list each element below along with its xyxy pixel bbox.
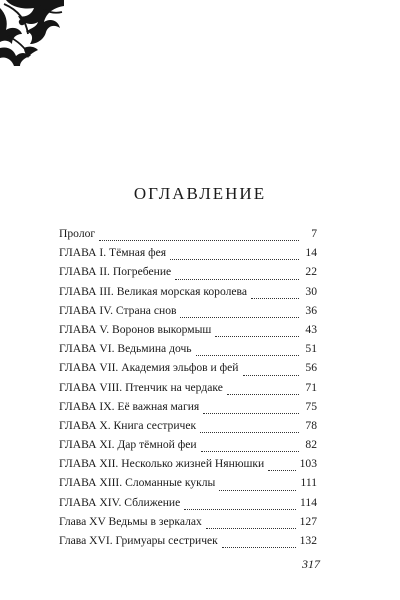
toc-entry-page: 103	[299, 457, 317, 471]
toc-entry[interactable]	[59, 361, 317, 380]
toc-entry-page: 14	[305, 246, 317, 260]
dot-leader	[203, 412, 299, 414]
dot-leader	[196, 354, 299, 356]
dot-leader	[184, 508, 296, 510]
toc-entry-label: ГЛАВА IX. Её важная магия	[59, 399, 200, 413]
toc-entry-page: 111	[300, 476, 317, 490]
dot-leader	[175, 278, 299, 280]
corner-flourish-ornament-icon	[0, 0, 64, 66]
toc-entry-page: 78	[305, 418, 317, 432]
toc-entry[interactable]	[59, 265, 317, 284]
toc-entry-page: 51	[305, 342, 317, 356]
toc-entry-label: ГЛАВА VII. Академия эльфов и фей	[59, 361, 239, 375]
toc-entry-label: ГЛАВА X. Книга сестричек	[59, 418, 197, 432]
dot-leader	[227, 393, 299, 395]
page-number: 317	[302, 557, 320, 571]
toc-entry-label: ГЛАВА IV. Страна снов	[59, 303, 177, 317]
toc-entry[interactable]	[59, 476, 317, 495]
toc-entry[interactable]	[59, 496, 317, 515]
dot-leader	[200, 431, 299, 433]
toc-list	[59, 227, 317, 553]
toc-entry-page: 7	[311, 227, 317, 240]
toc-entry[interactable]	[59, 515, 317, 534]
toc-entry[interactable]	[59, 227, 317, 246]
toc-entry[interactable]	[59, 438, 317, 457]
toc-entry-label: ГЛАВА III. Великая морская королева	[59, 284, 248, 298]
dot-leader	[206, 527, 296, 529]
toc-entry[interactable]	[59, 304, 317, 323]
toc-entry-page: 71	[305, 380, 317, 394]
toc-entry[interactable]	[59, 323, 317, 342]
toc-entry-page: 132	[299, 534, 317, 547]
toc-entry-page: 43	[305, 322, 317, 336]
dot-leader	[180, 316, 299, 318]
toc-entry-page: 114	[300, 495, 317, 509]
toc-entry-label: ГЛАВА I. Тёмная фея	[59, 246, 167, 260]
dot-leader	[219, 489, 296, 491]
toc-entry-page: 127	[299, 514, 317, 528]
dot-leader	[222, 546, 296, 548]
toc-title: ОГЛАВЛЕНИЕ	[133, 184, 267, 203]
toc-entry-label: ГЛАВА VIII. Птенчик на чердаке	[59, 380, 223, 394]
toc-entry[interactable]	[59, 342, 317, 361]
toc-entry[interactable]	[59, 419, 317, 438]
toc-entry[interactable]	[59, 457, 317, 476]
dot-leader	[201, 450, 299, 452]
toc-entry-label: ГЛАВА XII. Несколько жизней Нянюшки	[59, 457, 265, 471]
toc-entry-label: ГЛАВА VI. Ведьмина дочь	[59, 342, 192, 356]
toc-entry[interactable]	[59, 534, 317, 553]
toc-entry-label: Глава XVI. Гримуары сестричек	[59, 534, 218, 547]
toc-entry-page: 56	[305, 361, 317, 375]
toc-entry-label: ГЛАВА XI. Дар тёмной феи	[59, 438, 197, 452]
toc-entry-label: ГЛАВА II. Погребение	[59, 265, 172, 279]
toc-entry-label: ГЛАВА V. Воронов выкормыш	[59, 322, 212, 336]
toc-entry-label: ГЛАВА XIV. Сближение	[59, 495, 181, 509]
toc-entry-page: 22	[305, 265, 317, 279]
dot-leader	[99, 239, 299, 241]
dot-leader	[251, 297, 299, 299]
dot-leader	[243, 374, 299, 376]
toc-entry-page: 75	[305, 399, 317, 413]
toc-entry-label: Пролог	[59, 227, 96, 240]
dot-leader	[215, 335, 299, 337]
toc-entry-page: 36	[305, 303, 317, 317]
toc-entry[interactable]	[59, 246, 317, 265]
dot-leader	[170, 258, 299, 260]
toc-entry[interactable]	[59, 285, 317, 304]
dot-leader	[268, 469, 295, 471]
toc-entry[interactable]	[59, 381, 317, 400]
toc-entry-page: 30	[305, 284, 317, 298]
toc-entry-label: ГЛАВА XIII. Сломанные куклы	[59, 476, 216, 490]
toc-entry-page: 82	[305, 438, 317, 452]
toc-entry[interactable]	[59, 400, 317, 419]
toc-entry-label: Глава XV Ведьмы в зеркалах	[59, 514, 202, 528]
